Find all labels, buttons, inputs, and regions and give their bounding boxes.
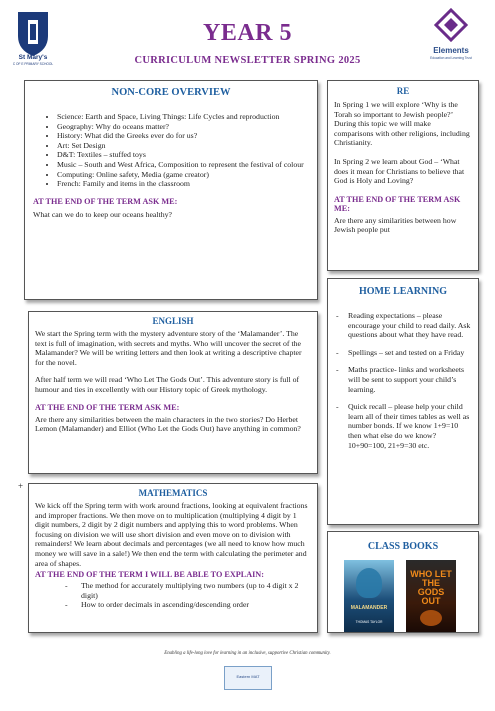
re-paragraph-1: In Spring 1 we will explore ‘Why is the Torah so important to Jewish people?’ During this topic we will make comparisons with other religions, including Christianity. [334,100,470,148]
footer-logo [224,666,272,690]
list-item [336,311,472,340]
book-author: THOMAS TAYLOR [355,620,383,624]
book-cover-malamander [344,560,394,632]
dash-bullet: - [336,365,339,375]
list-item: • Computing: Online safety, Media (game creator) [57,170,309,180]
non-core-list [25,112,317,189]
english-ask-heading: AT THE END OF THE TERM ASK ME: [35,402,180,412]
dash-bullet: - [65,600,68,610]
list-item: • Art: Set Design [57,141,309,151]
list-item-text: Spellings – set and tested on a Friday [348,347,465,357]
non-core-overview-box [24,80,318,300]
list-item-text: The method for accurately multiplying two numbers (up to 4 digit x 2 digit) [81,581,299,600]
list-item: • D&T: Textiles – stuffed toys [57,150,309,160]
english-ask-text: Are there any similarities between the main characters in the two stories? Do Herbet Lemon (Malamander) and Elliot (Who Let the Gods Out) have anything in common? [35,414,301,434]
dash-bullet: - [336,311,339,320]
book-cover-who-let-the-gods-out [406,560,456,632]
list-item: • Music – South and West Africa, Composition to represent the festival of colour [57,160,309,170]
english-box [28,311,318,474]
list-item [65,600,307,610]
re-ask-text: Are there any similarities between how Jewish people put [334,215,457,235]
book-illustration [420,610,442,626]
list-item-text: How to order decimals in ascending/descending order [81,600,250,610]
class-books-box [327,531,479,633]
mathematics-heading: MATHEMATICS [138,488,208,498]
mathematics-box [28,483,318,633]
english-paragraph-1: We start the Spring term with the mystery adventure story of the ‘Malamander’. The text is full of imagination, with secrets and myths. Who will uncover the secret of the Malamander? We will be writing letters and then look at writing a descriptive chapter for the novel. [35,329,302,367]
dash-bullet: - [336,347,339,357]
school-subname: C OF E PRIMARY SCHOOL [12,62,54,66]
non-core-ask-text: What can we do to keep our oceans healthy? [33,209,172,219]
school-name: St Mary's [18,54,48,61]
home-learning-heading: HOME LEARNING [358,286,448,297]
list-item [336,365,472,394]
page-title: YEAR 5 [202,20,292,46]
page-subtitle: CURRICULUM NEWSLETTER SPRING 2025 [134,55,361,66]
list-item [336,347,472,358]
dash-bullet: - [65,581,68,591]
list-item [336,402,472,450]
list-item: • History: What did the Greeks ever do for us? [57,131,309,141]
english-paragraph-2: After half term we will read ‘Who Let The Gods Out’. This adventure story is full of humour and ties in excellently with our History topic of Greek mythology. [35,375,300,394]
footer-logo-text: Eastern MAT [236,674,260,679]
re-paragraph-2: In Spring 2 we learn about God – ‘What does it mean for Christians to believe that God is Holy and Loving? [334,156,465,186]
plus-marker: + [18,481,24,491]
mathematics-list [29,581,317,610]
list-item-text: Quick recall – please help your child learn all of their times tables as well as number bonds. If we know 1+9=10 then what else do we know? 10+90=100, 21+9=30 etc. [348,402,470,450]
list-item-text: Reading expectations – please encourage your child to read daily. Ask questions about what they have read. [348,311,471,340]
mathematics-explain-heading: AT THE END OF THE TERM I WILL BE ABLE TO EXPLAIN: [35,570,264,580]
non-core-heading: NON-CORE OVERVIEW [111,87,231,98]
list-item-text: Maths practice- links and worksheets will be sent to support your child’s learning. [348,365,465,394]
elements-logo-text: Elements [433,46,469,55]
english-heading: ENGLISH [152,316,194,326]
footer-tagline: Enabling a life-long love for learning in an inclusive, supportive Christian community. [164,651,331,656]
class-books-heading: CLASS BOOKS [367,541,439,552]
home-learning-box [327,278,479,525]
book-title: MALAMANDER [350,605,388,611]
re-heading: RE [396,86,410,96]
list-item: • French: Family and items in the classroom [57,179,309,189]
list-item: • Science: Earth and Space, Living Things: Life Cycles and reproduction [57,112,309,122]
mathematics-paragraph: We kick off the Spring term with work around fractions, looking at equivalent fractions and improper fractions. We then move on to multiplication (multiplying 4 digit by 1 digit numbers, 2 digit by 2 digit numbers and applying this to word problems. When focusing on division we will use short division and even move on to division with remainders! We learn about decimals and percentages (we all need to know how much money we will save in a sale!) We then end the term with calculating the perimeter and area of shapes. [35,501,308,568]
re-box [327,80,479,271]
re-ask-heading: AT THE END OF THE TERM ASK ME: [334,194,461,213]
book-illustration [356,568,382,598]
list-item [65,581,307,600]
home-learning-list [328,311,478,450]
elements-logo-subtext: Education and Learning Trust [430,56,472,60]
dash-bullet: - [336,402,339,412]
non-core-ask-heading: AT THE END OF THE TERM ASK ME: [33,196,178,206]
list-item: • Geography: Why do oceans matter? [57,122,309,132]
book-title: WHO LET THE GODS OUT [410,569,452,606]
